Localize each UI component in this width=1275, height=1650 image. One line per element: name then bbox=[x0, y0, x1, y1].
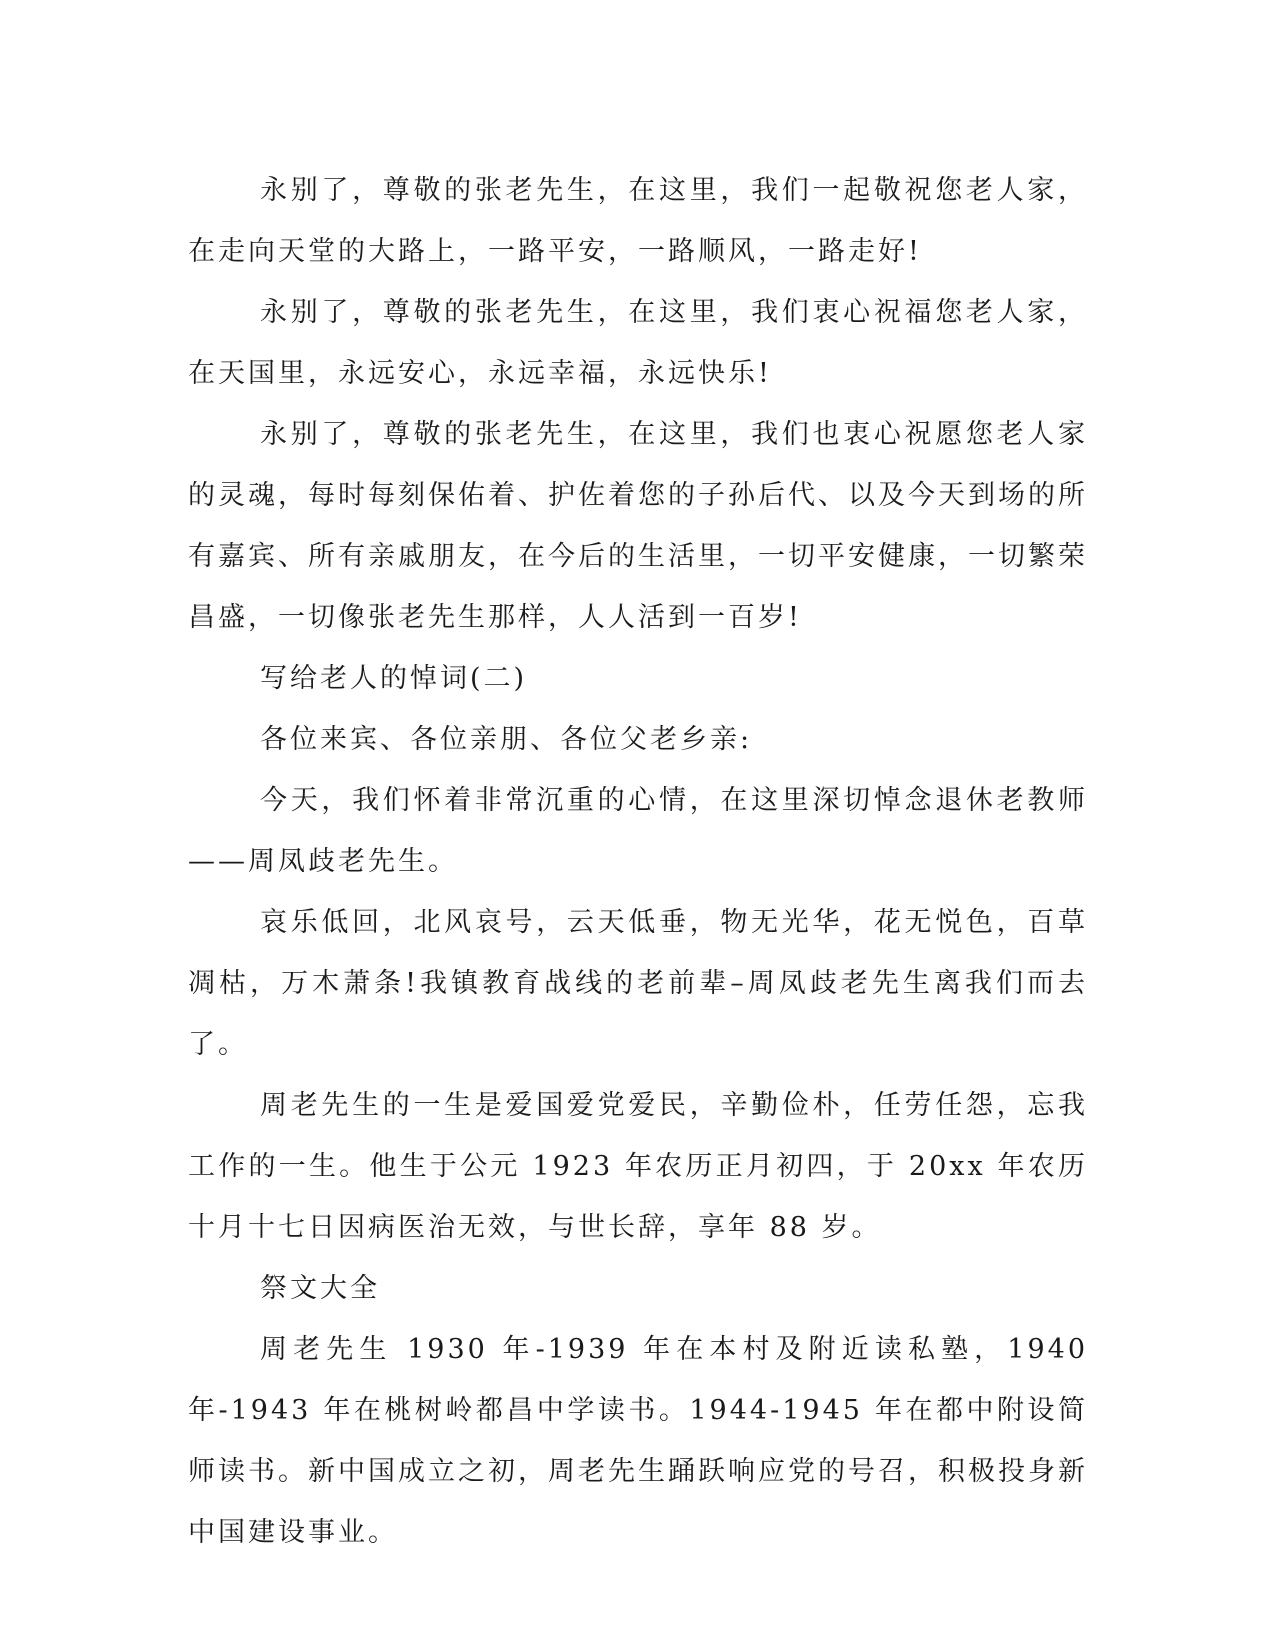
paragraph-farewell-2: 永别了，尊敬的张老先生，在这里，我们衷心祝福您老人家，在天国里，永远安心，永远幸福，永远快乐! bbox=[188, 297, 1088, 389]
paragraph-farewell-3: 永别了，尊敬的张老先生，在这里，我们也衷心祝愿您老人家的灵魂，每时每刻保佑着、护佐着您的子孙后代、以及今天到场的所有嘉宾、所有亲戚朋友，在今后的生活里，一切平安健康，一切繁荣昌盛，一切像张老先生那样，人人活到一百岁! bbox=[188, 419, 1088, 633]
document-body bbox=[188, 160, 1088, 1563]
section-title-eulogy-2: 写给老人的悼词(二) bbox=[260, 663, 528, 694]
paragraph-mourning-intro: 今天，我们怀着非常沉重的心情，在这里深切悼念退休老教师——周凤歧老先生。 bbox=[188, 785, 1088, 877]
paragraph-lament: 哀乐低回，北风哀号，云天低垂，物无光华，花无悦色，百草凋枯，万木萧条!我镇教育战线的老前辈–周凤歧老先生离我们而去了。 bbox=[188, 907, 1088, 1060]
section-title-memorial-collection: 祭文大全 bbox=[260, 1273, 380, 1304]
paragraph-life-summary: 周老先生的一生是爱国爱党爱民，辛勤俭朴，任劳任怨，忘我工作的一生。他生于公元 1923 年农历正月初四，于 20xx 年农历十月十七日因病医治无效，与世长辞，享年 88 岁。 bbox=[188, 1090, 1088, 1243]
salutation: 各位来宾、各位亲朋、各位父老乡亲: bbox=[260, 724, 753, 755]
paragraph-education-history: 周老先生 1930 年-1939 年在本村及附近读私塾，1940 年-1943 年在桃树岭都昌中学读书。1944-1945 年在都中附设简师读书。新中国成立之初，周老先生踊跃响应党的号召，积极投身新中国建设事业。 bbox=[188, 1334, 1088, 1548]
paragraph-farewell-1: 永别了，尊敬的张老先生，在这里，我们一起敬祝您老人家，在走向天堂的大路上，一路平安，一路顺风，一路走好! bbox=[188, 175, 1088, 267]
